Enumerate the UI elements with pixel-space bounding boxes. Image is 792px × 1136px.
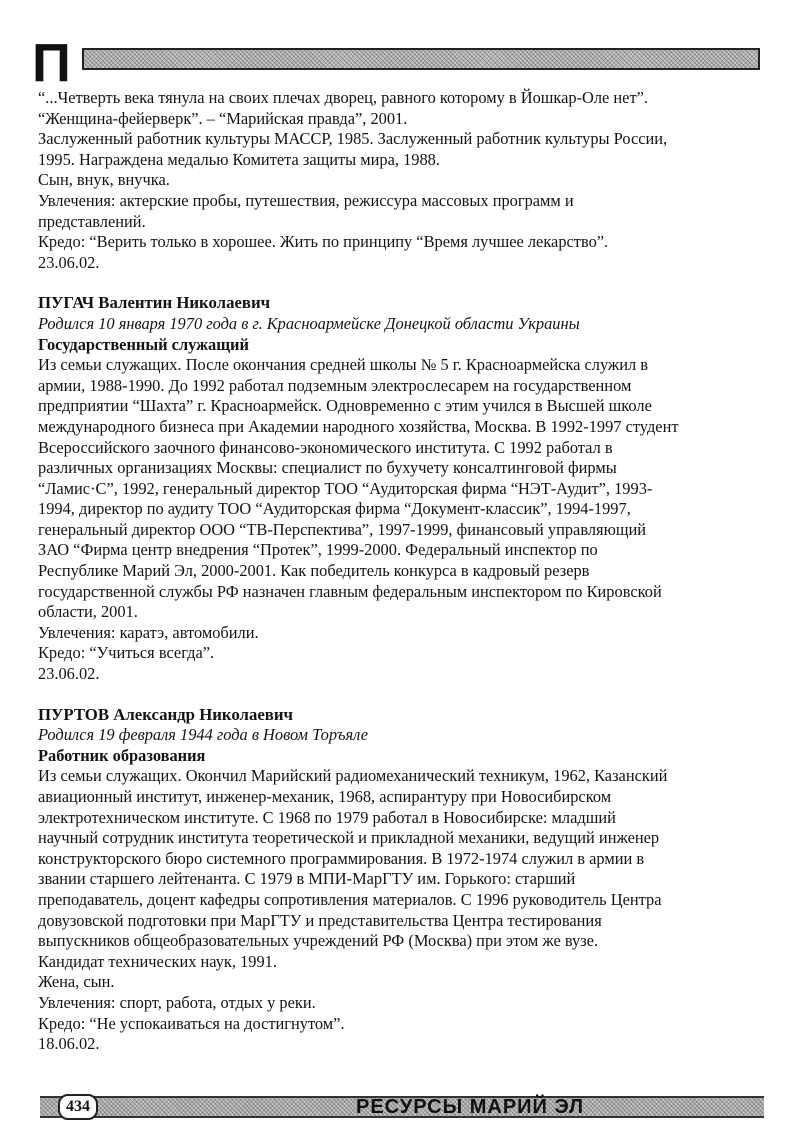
entry-name: ПУРТОВ Александр Николаевич bbox=[38, 704, 293, 724]
entry-line: области, 2001. bbox=[38, 602, 138, 622]
entry-line: научный сотрудник института теоретической и прикладной механики, ведущий инженер bbox=[38, 828, 660, 848]
entry-line: звании старшего лейтенанта. С 1979 в МПИ-МарГТУ им. Горького: старший bbox=[38, 869, 576, 889]
entry-line: электротехническом институте. С 1968 по 1979 работал в Новосибирске: младший bbox=[38, 807, 616, 827]
entry-line: предприятии “Шахта” г. Красноармейск. Одновременно с этим учился в Высшей школе bbox=[38, 396, 652, 416]
entry-line: 18.06.02. bbox=[38, 1034, 100, 1054]
page-footer bbox=[40, 1094, 764, 1120]
entry-line: Кандидат технических наук, 1991. bbox=[38, 951, 277, 971]
entry-line: Из семьи служащих. После окончания средней школы № 5 г. Красноармейска служил в bbox=[38, 355, 649, 375]
entry-line: Республике Марий Эл, 2000-2001. Как победитель конкурса в кадровый резерв bbox=[38, 561, 590, 581]
entry-name: ПУГАЧ Валентин Николаевич bbox=[38, 293, 271, 313]
intro-line: “Женщина-фейерверк”. – “Марийская правда”, 2001. bbox=[38, 108, 408, 128]
page-number: 434 bbox=[58, 1094, 98, 1120]
entry-line: Увлечения: каратэ, автомобили. bbox=[38, 622, 259, 642]
entry-line: Кредо: “Не успокаиваться на достигнутом”. bbox=[38, 1013, 345, 1033]
header-decorative-bar bbox=[82, 48, 760, 70]
biography-entry bbox=[38, 293, 754, 684]
intro-line: представлений. bbox=[38, 211, 146, 231]
entry-profession: Государственный служащий bbox=[38, 334, 249, 354]
entry-line: авиационный институт, инженер-механик, 1968, аспирантуру при Новосибирском bbox=[38, 787, 612, 806]
intro-line: Увлечения: актерские пробы, путешествия, режиссура массовых программ и bbox=[38, 190, 574, 210]
intro-line: 1995. Награждена медалью Комитета защиты мира, 1988. bbox=[38, 149, 440, 169]
entry-line: выпускников общеобразовательных учреждений РФ (Москва) при этом же вузе. bbox=[38, 931, 599, 951]
intro-line: 23.06.02. bbox=[38, 252, 100, 272]
intro-line: Сын, внук, внучка. bbox=[38, 170, 170, 190]
entry-line: Жена, сын. bbox=[38, 972, 115, 992]
entry-line: “Ламис·С”, 1992, генеральный директор ТОО “Аудиторская фирма “НЭТ-Аудит”, 1993- bbox=[38, 478, 653, 498]
entry-line: государственной службы РФ назначен главным федеральным инспектором по Кировской bbox=[38, 581, 662, 601]
entry-line: конструкторского бюро системного программирования. В 1972-1974 служил в армии в bbox=[38, 848, 645, 868]
entry-line: различных организациях Москвы: специалист по бухучету консалтинговой фирмы bbox=[38, 458, 617, 478]
entry-line: Увлечения: спорт, работа, отдых у реки. bbox=[38, 992, 316, 1012]
entry-line: 23.06.02. bbox=[38, 664, 100, 684]
entry-line: генеральный директор ООО “ТВ-Перспектива”, 1997-1999, финансовый управляющий bbox=[38, 519, 646, 539]
entry-line: преподаватель, доцент кафедры сопротивления материалов. С 1996 руководитель Центра bbox=[38, 889, 662, 909]
entry-line: Из семьи служащих. Окончил Марийский радиомеханический техникум, 1962, Казанский bbox=[38, 766, 668, 786]
intro-block bbox=[38, 88, 754, 273]
entry-line: Всероссийского заочного финансово-экономического института. С 1992 работал в bbox=[38, 437, 613, 457]
biography-entry bbox=[38, 705, 754, 1055]
entry-line: международного бизнеса при Академии народного хозяйства, Москва. В 1992-1997 студент bbox=[38, 416, 679, 436]
intro-line: “...Четверть века тянула на своих плечах дворец, равного которому в Йошкар-Оле нет”. bbox=[38, 88, 648, 107]
page-content bbox=[38, 88, 754, 1055]
entry-line: ЗАО “Фирма центр внедрения “Протек”, 1999-2000. Федеральный инспектор по bbox=[38, 540, 598, 560]
entry-profession: Работник образования bbox=[38, 745, 206, 765]
entry-line: Кредо: “Учиться всегда”. bbox=[38, 643, 215, 663]
running-title: РЕСУРСЫ МАРИЙ ЭЛ bbox=[356, 1096, 584, 1118]
page-header bbox=[32, 33, 760, 93]
section-letter: П bbox=[32, 33, 71, 93]
intro-line: Кредо: “Верить только в хорошее. Жить по принципу “Время лучшее лекарство”. bbox=[38, 232, 609, 252]
entry-birth: Родился 19 февраля 1944 года в Новом Торъяле bbox=[38, 725, 368, 745]
entry-line: армии, 1988-1990. До 1992 работал подземным электрослесарем на государственном bbox=[38, 375, 632, 395]
entry-line: 1994, директор по аудиту ТОО “Аудиторская фирма “Документ-классик”, 1994-1997, bbox=[38, 499, 631, 519]
intro-line: Заслуженный работник культуры МАССР, 1985. Заслуженный работник культуры России, bbox=[38, 129, 668, 149]
entry-birth: Родился 10 января 1970 года в г. Красноармейске Донецкой области Украины bbox=[38, 313, 580, 333]
entry-line: довузовской подготовки при МарГТУ и представительства Центра тестирования bbox=[38, 910, 602, 930]
